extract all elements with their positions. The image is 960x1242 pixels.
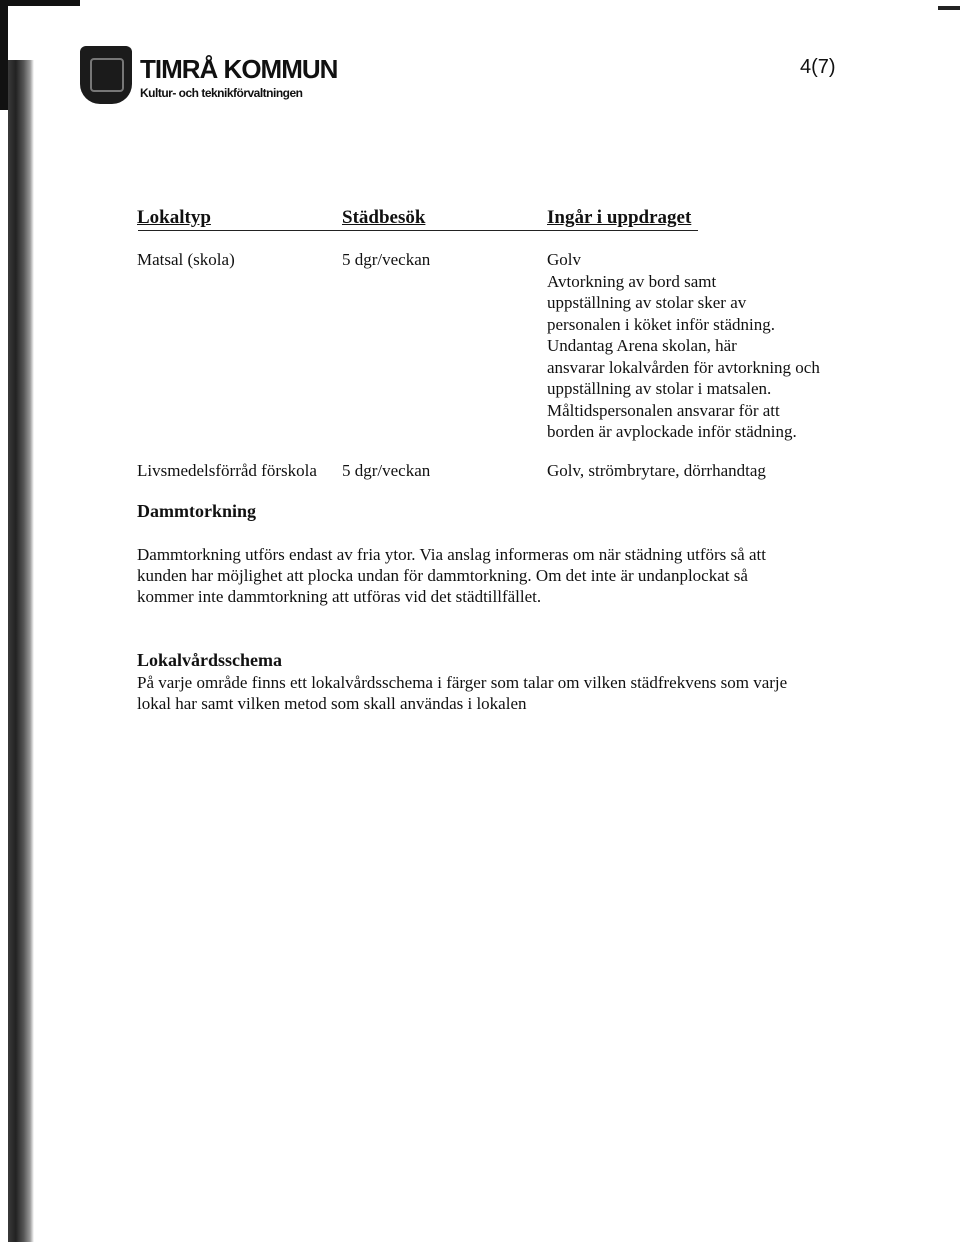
column-header-uppdrag: Ingår i uppdraget bbox=[547, 207, 692, 228]
row-1-uppdrag bbox=[547, 249, 857, 443]
column-header-stadbesok: Städbesök bbox=[342, 207, 426, 228]
row-1-uppdrag-line: Undantag Arena skolan, här bbox=[547, 336, 737, 355]
dammtorkning-heading: Dammtorkning bbox=[137, 501, 257, 521]
lokalvardsschema-text bbox=[137, 672, 837, 714]
org-subtitle: Kultur- och teknikförvaltningen bbox=[140, 86, 303, 100]
org-name: TIMRÅ KOMMUN bbox=[140, 54, 338, 84]
municipality-crest-icon bbox=[80, 46, 132, 104]
row-1-uppdrag-line: Måltidspersonalen ansvarar för att bbox=[547, 400, 780, 420]
dammtorkning-text bbox=[137, 544, 837, 607]
row-1-lokaltyp: Matsal (skola) bbox=[137, 250, 235, 269]
scan-edge-left bbox=[0, 0, 8, 110]
page-number: 4(7) bbox=[800, 56, 836, 78]
header-underline bbox=[138, 230, 698, 231]
row-1-uppdrag-line: uppställning av stolar i matsalen. bbox=[547, 379, 772, 398]
row-1-uppdrag-line: borden är avplockade inför städning. bbox=[547, 422, 797, 441]
scan-mark-right bbox=[938, 6, 960, 10]
row-2-lokaltyp: Livsmedelsförråd förskola bbox=[137, 461, 317, 480]
dammtorkning-line: kunden har möjlighet att plocka undan för dammtorkning. Om det inte är undanplockat så bbox=[137, 566, 748, 585]
row-1-stadbesok: 5 dgr/veckan bbox=[342, 250, 431, 269]
row-1-uppdrag-line: ansvarar lokalvården för avtorkning och bbox=[547, 357, 820, 377]
row-2-uppdrag: Golv, strömbrytare, dörrhandtag bbox=[547, 461, 766, 480]
scan-edge-top bbox=[0, 0, 80, 6]
row-1-uppdrag-line: uppställning av stolar sker av bbox=[547, 293, 747, 312]
lokalvardsschema-line: På varje område finns ett lokalvårdsschema i färger som talar om vilken städfrekvens som varje bbox=[137, 673, 788, 692]
dammtorkning-line: Dammtorkning utförs endast av fria ytor. Via anslag informeras om när städning utförs så att bbox=[137, 545, 766, 564]
scan-shadow-left bbox=[8, 60, 34, 1242]
row-1-uppdrag-line: personalen i köket inför städning. bbox=[547, 314, 776, 334]
lokalvardsschema-heading: Lokalvårdsschema bbox=[137, 650, 283, 670]
column-header-lokaltyp: Lokaltyp bbox=[137, 207, 211, 228]
row-1-uppdrag-line: Golv bbox=[547, 250, 581, 269]
row-2-stadbesok: 5 dgr/veckan bbox=[342, 461, 431, 480]
row-1-uppdrag-line: Avtorkning av bord samt bbox=[547, 271, 717, 291]
lokalvardsschema-line: lokal har samt vilken metod som skall användas i lokalen bbox=[137, 694, 527, 713]
dammtorkning-line: kommer inte dammtorkning att utföras vid det städtillfället. bbox=[137, 587, 542, 606]
